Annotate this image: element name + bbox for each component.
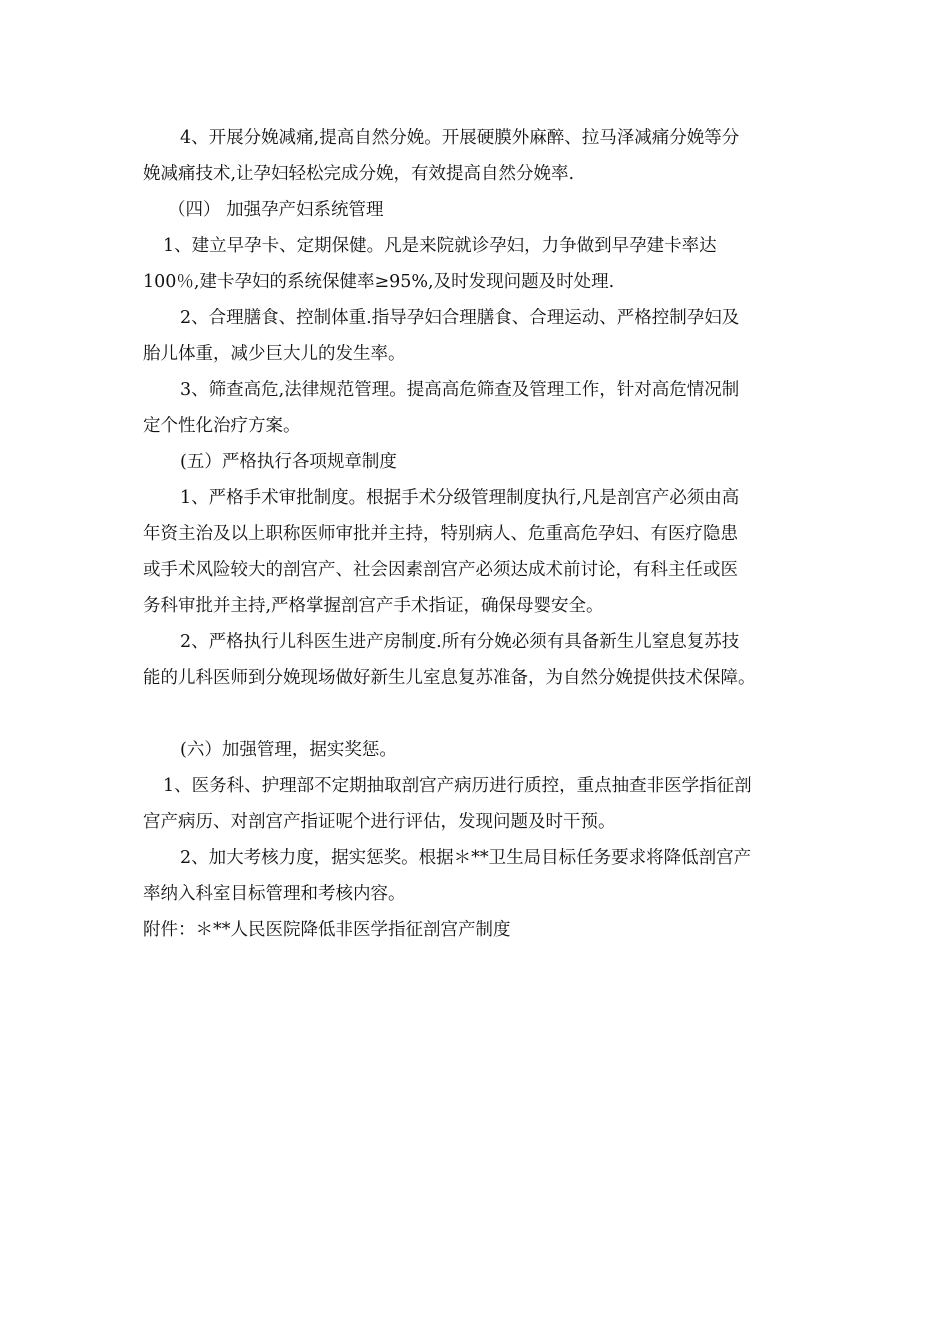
paragraph-line: 宫产病历、对剖宫产指证呢个进行评估，发现问题及时干预。 <box>143 812 616 832</box>
attachment-line: 附件：＊**人民医院降低非医学指征剖宫产制度 <box>143 920 511 940</box>
section-heading: (五）严格执行各项规章制度 <box>180 452 397 472</box>
paragraph-line: 1、建立早孕卡、定期保健。凡是来院就诊孕妇，力争做到早孕建卡率达 <box>163 236 717 256</box>
paragraph-line: 2、严格执行儿科医生进产房制度.所有分娩必须有具备新生儿窒息复苏技 <box>180 632 740 652</box>
section-heading: （四） 加强孕产妇系统管理 <box>168 200 384 220</box>
paragraph-line: 定个性化治疗方案。 <box>143 416 301 436</box>
paragraph-line: 务科审批并主持,严格掌握剖宫产手术指证，确保母婴安全。 <box>143 596 604 616</box>
paragraph-line: 率纳入科室目标管理和考核内容。 <box>143 884 406 904</box>
paragraph-line: 娩减痛技术,让孕妇轻松完成分娩，有效提高自然分娩率. <box>143 164 575 184</box>
paragraph-line: 年资主治及以上职称医师审批并主持，特别病人、危重高危孕妇、有医疗隐患 <box>143 524 738 544</box>
paragraph-line: 4、开展分娩减痛,提高自然分娩。开展硬膜外麻醉、拉马泽减痛分娩等分 <box>180 128 740 148</box>
section-heading: (六）加强管理，据实奖惩。 <box>180 740 397 760</box>
paragraph-line: 1、严格手术审批制度。根据手术分级管理制度执行,凡是剖宫产必须由高 <box>180 488 740 508</box>
paragraph-line: 能的儿科医师到分娩现场做好新生儿室息复苏准备，为自然分娩提供技术保障。 <box>143 668 756 688</box>
paragraph-line: 100％,建卡孕妇的系统保健率≥95%,及时发现问题及时处理. <box>143 272 615 292</box>
paragraph-line: 胎儿体重，减少巨大儿的发生率。 <box>143 344 406 364</box>
paragraph-line: 2、加大考核力度，据实惩奖。根据＊**卫生局目标任务要求将降低剖宫产 <box>180 848 752 868</box>
paragraph-line: 3、筛查高危,法律规范管理。提高高危筛查及管理工作，针对高危情况制 <box>180 380 740 400</box>
paragraph-line: 或手术风险较大的剖宫产、社会因素剖宫产必须达成术前讨论，有科主任或医 <box>143 560 738 580</box>
paragraph-line: 1、医务科、护理部不定期抽取剖宫产病历进行质控，重点抽查非医学指征剖 <box>163 776 752 796</box>
paragraph-line: 2、合理膳食、控制体重.指导孕妇合理膳食、合理运动、严格控制孕妇及 <box>180 308 740 328</box>
